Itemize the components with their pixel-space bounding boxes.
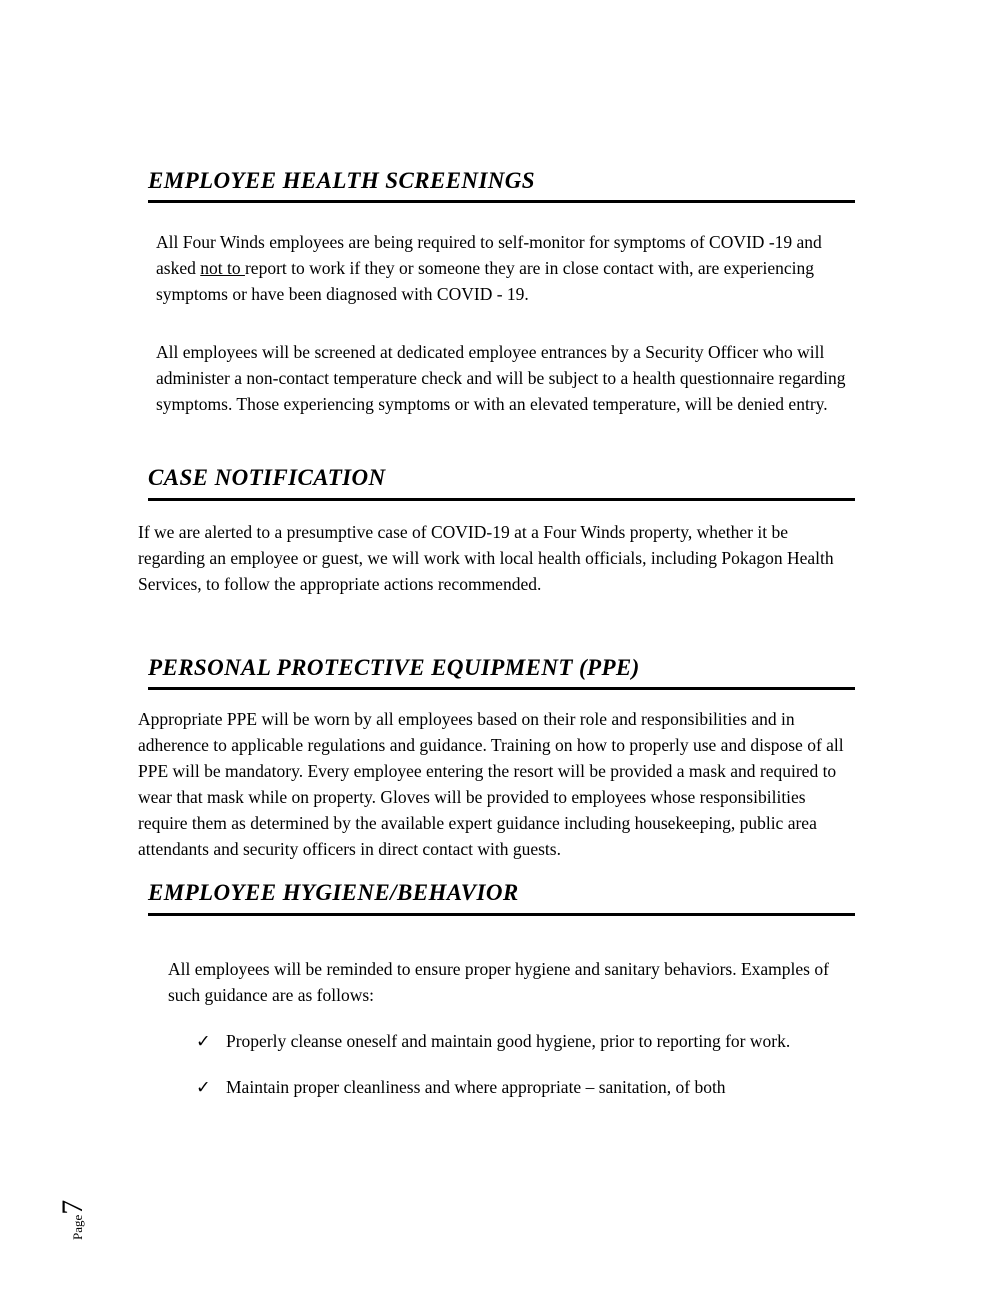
paragraph-screening-process: All employees will be screened at dedicated employee entrances by a Security Officer who will administer a non-contact temperature check and will be subject to a health questionnaire regarding symptoms. Those experiencing symptoms or with an elevated temperature, will be denied entry. [156,342,846,415]
section-case-notification [138,465,855,596]
paragraph-text: All Four Winds employees are being required to self-monitor for symptoms of COVID -19 and asked [156,232,822,279]
paragraph-case-notification: If we are alerted to a presumptive case of COVID-19 at a Four Winds property, whether it be regarding an employee or guest, we will work with local health officials, including Pokagon Health Services, to follow the appropriate actions recommended. [138,521,834,594]
page-number-label: Page [70,1214,85,1240]
page-number [56,1200,90,1240]
page-number-value: 7 [56,1199,89,1215]
list-item [196,1074,855,1100]
section-employee-health-screenings [148,168,855,417]
check-icon: ✓ [196,1030,211,1051]
list-item-text: Maintain proper cleanliness and where appropriate – sanitation, of both [226,1076,726,1097]
heading-employee-health-screenings: EMPLOYEE HEALTH SCREENINGS [148,168,855,203]
paragraph-self-monitor [156,229,855,307]
list-item [196,1028,855,1054]
paragraph-hygiene-intro: All employees will be reminded to ensure proper hygiene and sanitary behaviors. Examples of such guidance are as follows: [168,958,829,1005]
document-content [138,168,855,1100]
section-ppe [138,654,855,862]
heading-employee-hygiene-behavior: EMPLOYEE HYGIENE/BEHAVIOR [148,880,855,915]
paragraph-text: report to work if they or someone they are in close contact with, are experiencing symptoms or have been diagnosed with COVID - 19. [156,258,814,305]
check-icon: ✓ [196,1076,211,1097]
underlined-text-not-to: not to [200,258,245,279]
paragraph-ppe: Appropriate PPE will be worn by all employees based on their role and responsibilities and in adherence to applicable regulations and guidance. Training on how to properly use and dispose of all PPE will be mandatory. Every employee entering the resort will be provided a mask and required to wear that mask while on property. Gloves will be provided to employees whose responsibilities require them as determined by the available expert guidance including housekeeping, public area attendants and security officers in direct contact with guests. [138,709,844,860]
section-employee-hygiene-behavior [148,880,855,1099]
heading-case-notification: CASE NOTIFICATION [148,465,855,500]
heading-ppe: PERSONAL PROTECTIVE EQUIPMENT (PPE) [148,655,855,690]
list-item-text: Properly cleanse oneself and maintain good hygiene, prior to reporting for work. [226,1030,791,1051]
